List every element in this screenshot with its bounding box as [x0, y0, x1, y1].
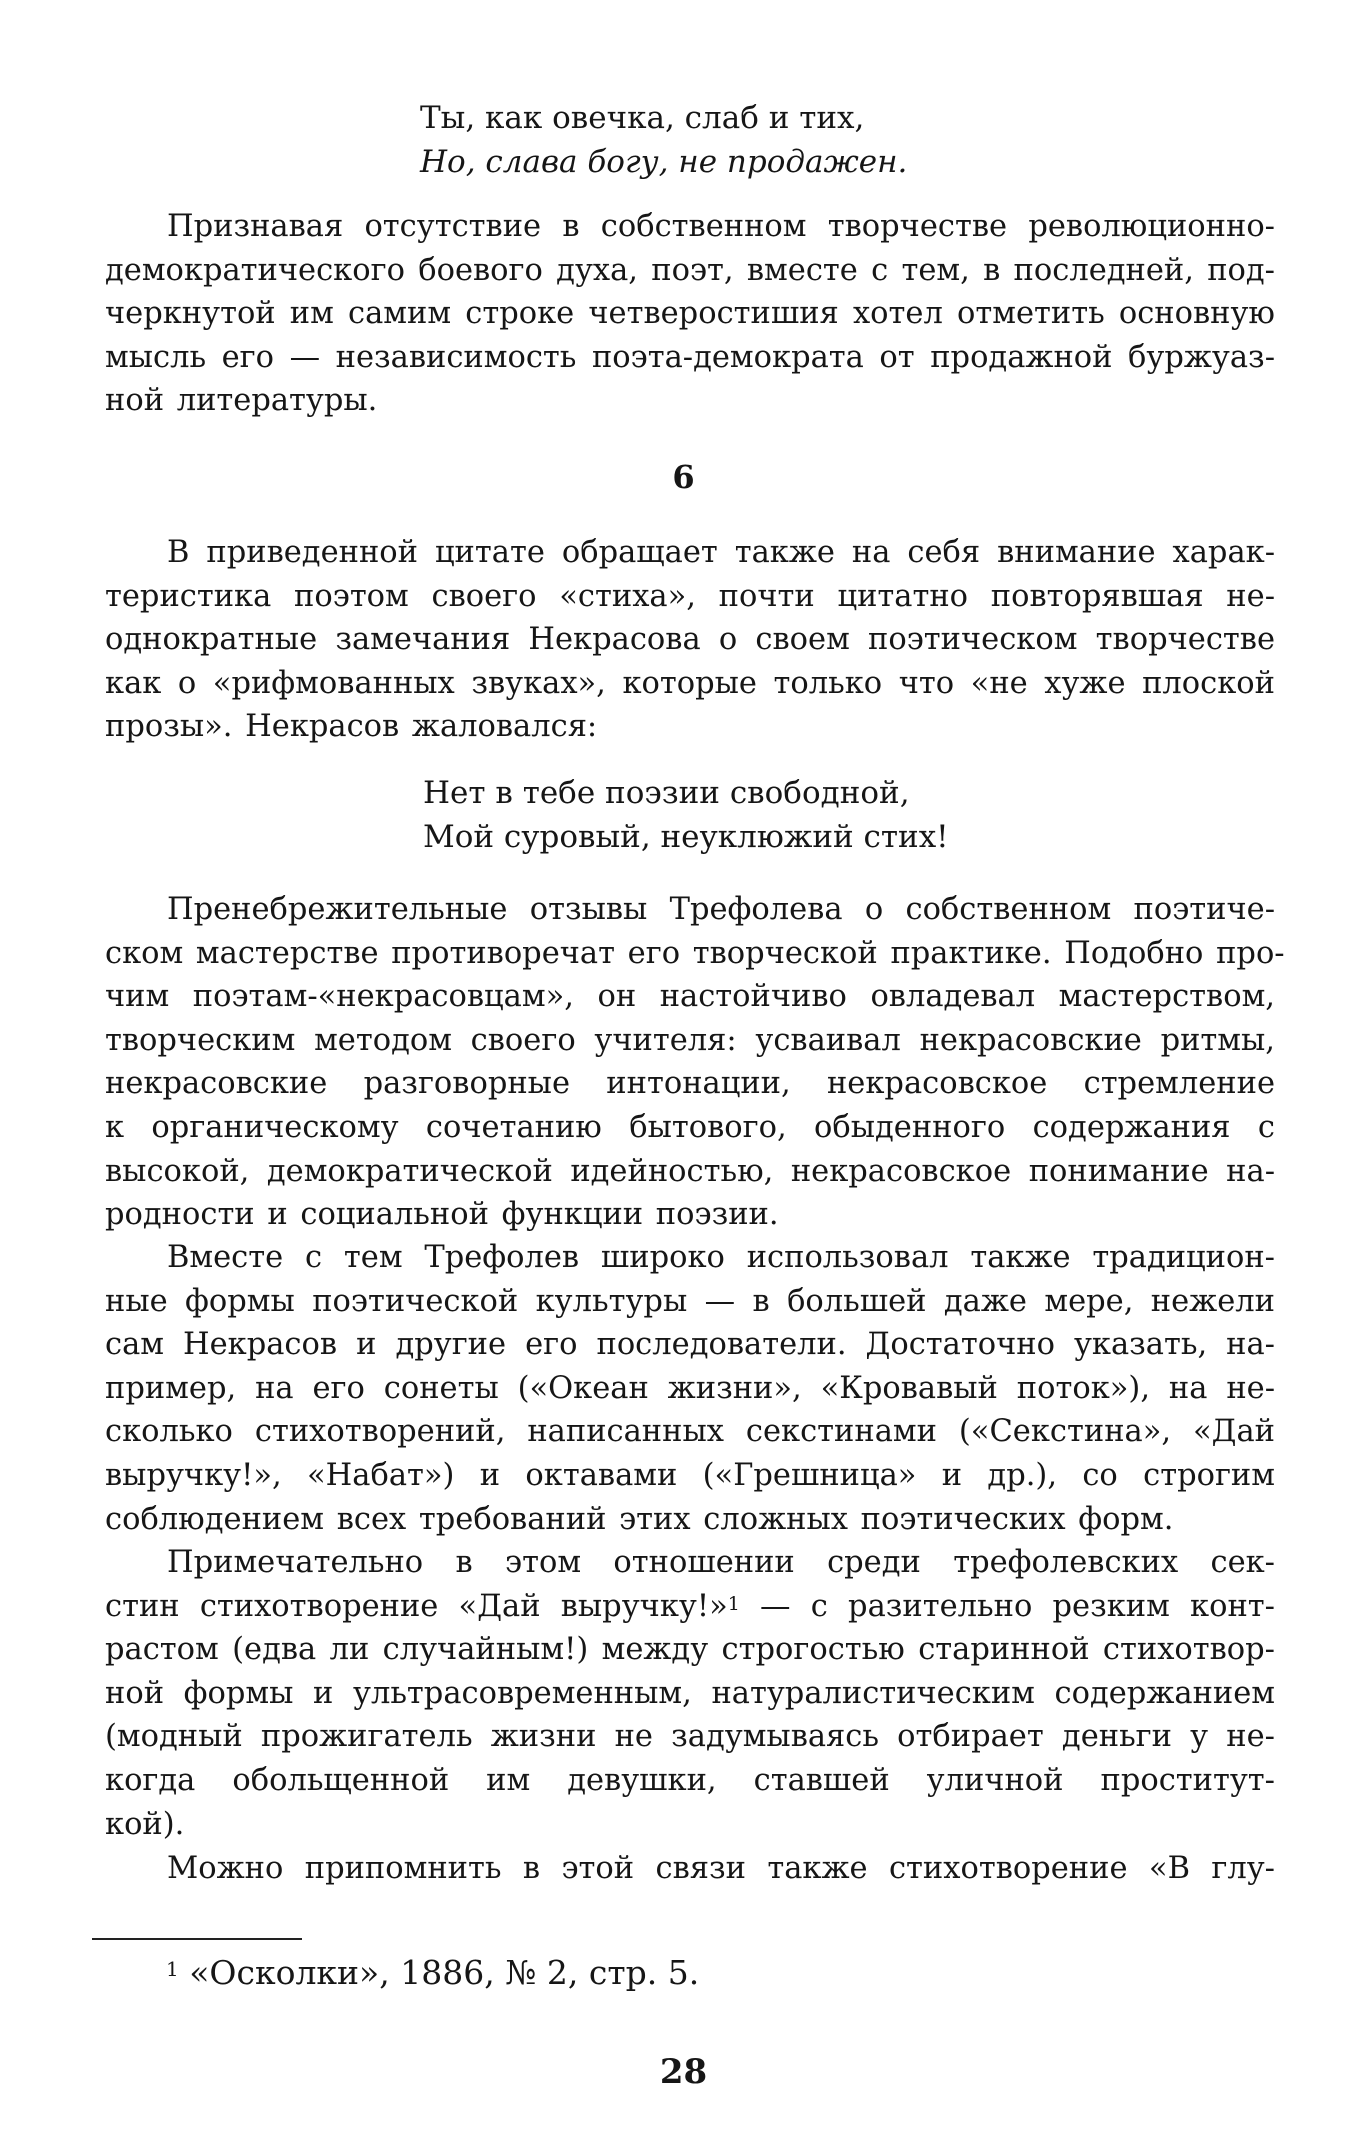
text-line: прозы». Некрасов жаловался:: [105, 709, 598, 745]
text-line: (модный прожигатель жизни не задумываясь отбирает деньги у не-: [105, 1719, 1275, 1755]
text-line: кой).: [105, 1806, 185, 1842]
paragraph-4: [105, 1236, 1275, 1541]
text-line: ные формы поэтической культуры — в большей даже мере, нежели: [105, 1283, 1275, 1319]
text-line: мысль его — независимость поэта-демократа от продажной буржуаз-: [105, 339, 1275, 375]
text-line: ной литературы.: [105, 383, 378, 419]
text-line: Примечательно в этом отношении среди трефолевских сек-: [167, 1545, 1275, 1580]
verse-line-italic: Но, слава богу, не продажен.: [420, 144, 908, 180]
verse-quote-nekrasov: [0, 771, 1367, 859]
footnote-number: 1: [166, 1957, 179, 1981]
text-line: пример, на его сонеты («Океан жизни», «Кровавый поток»), на не-: [105, 1370, 1275, 1406]
text-line: некрасовские разговорные интонации, некрасовское стремление: [105, 1066, 1275, 1102]
footnote-text: «Осколки», 1886, № 2, стр. 5.: [189, 1953, 700, 1992]
text-line: когда обольщенной им девушки, ставшей уличной проститут-: [105, 1762, 1275, 1798]
text-line: чим поэтам-«некрасовцам», он настойчиво овладевал мастерством,: [105, 979, 1275, 1015]
text-line: растом (едва ли случайным!) между строгостью старинной стихотвор-: [105, 1632, 1275, 1668]
text-line: высокой, демократической идейностью, некрасовское понимание на-: [105, 1153, 1275, 1189]
text-line: теристика поэтом своего «стиха», почти цитатно повторявшая не-: [105, 578, 1275, 614]
text-line: Вместе с тем Трефолев широко использовал также традицион-: [167, 1240, 1275, 1275]
footnote: [166, 1951, 699, 1995]
text-line: [105, 1585, 1275, 1629]
text-line: Признавая отсутствие в собственном творчестве революционно-: [167, 209, 1275, 244]
paragraph-3: [105, 888, 1285, 1237]
text-line: черкнутой им самим строке четверостишия хотел отметить основную: [105, 296, 1275, 332]
text-line: ском мастерстве противоречат его творческой практике. Подобно про-: [105, 935, 1285, 971]
text-line: Пренебрежительные отзывы Трефолева о собственном поэтиче-: [167, 892, 1275, 927]
verse-line: Ты, как овечка, слаб и тих,: [420, 100, 865, 136]
verse-line: Нет в тебе поэзии свободной,: [423, 775, 910, 811]
footnote-marker: 1: [727, 1592, 740, 1615]
text-line: сам Некрасов и другие его последователи. Достаточно указать, на-: [105, 1327, 1275, 1363]
paragraph-2: [105, 531, 1275, 749]
verse-line: Мой суровый, неуклюжий стих!: [423, 819, 949, 855]
text-line: однократные замечания Некрасова о своем поэтическом творчестве: [105, 622, 1275, 658]
text-line: сколько стихотворений, написанных секстинами («Секстина», «Дай: [105, 1414, 1275, 1450]
text-line: к органическому сочетанию бытового, обыденного содержания с: [105, 1109, 1275, 1145]
text-line: соблюдением всех требований этих сложных поэтических форм.: [105, 1501, 1174, 1537]
section-number: 6: [672, 458, 695, 496]
footnote-divider: [92, 1938, 302, 1940]
text-line: творческим методом своего учителя: усваивал некрасовские ритмы,: [105, 1022, 1275, 1058]
text-fragment: стин стихотворение «Дай выручку!»: [105, 1588, 728, 1624]
text-line: демократического боевого духа, поэт, вместе с тем, в последней, под-: [105, 252, 1275, 288]
page-number: 28: [659, 2052, 708, 2092]
verse-quote-top: [0, 96, 1367, 184]
text-line: В приведенной цитате обращает также на себя внимание харак-: [167, 535, 1275, 570]
text-line: Можно припомнить в этой связи также стихотворение «В глу-: [167, 1851, 1275, 1886]
paragraph-1: [105, 205, 1275, 423]
paragraph-5: [105, 1541, 1275, 1846]
text-line: выручку!», «Набат») и октавами («Грешница» и др.), со строгим: [105, 1457, 1275, 1493]
text-line: родности и социальной функции поэзии.: [105, 1197, 779, 1233]
text-line: как о «рифмованных звуках», которые только что «не хуже плоской: [105, 665, 1275, 701]
text-line: ной формы и ультрасовременным, натуралистическим содержанием: [105, 1675, 1275, 1711]
paragraph-6: [105, 1847, 1275, 1891]
text-fragment: — с разительно резким конт-: [739, 1588, 1275, 1624]
